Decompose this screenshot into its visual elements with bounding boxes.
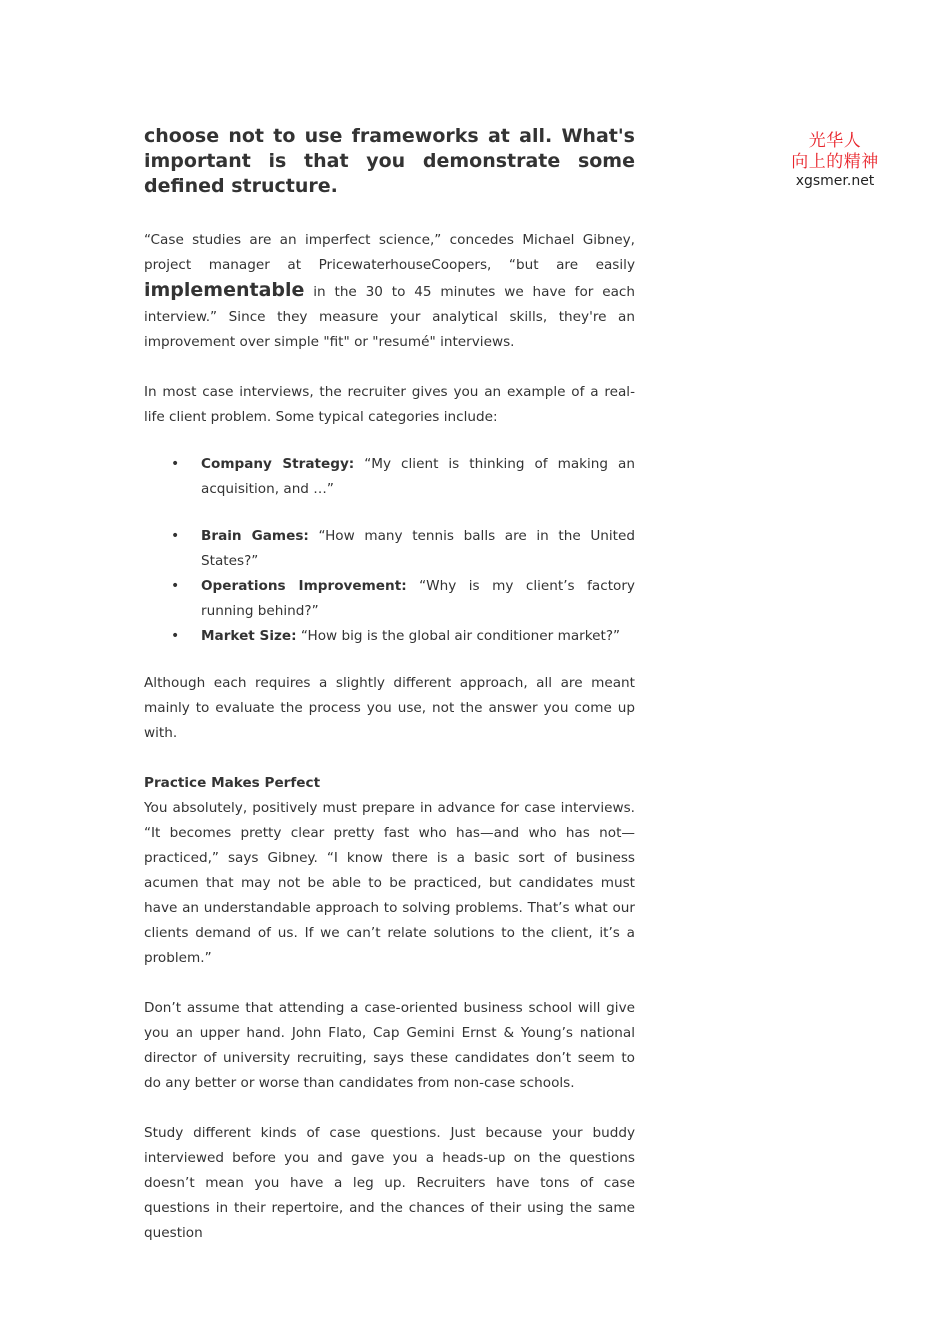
paragraph-business-school: Don’t assume that attending a case-oriented business school will give you an upper hand. John Flato, Cap Gemini Ernst & Young’s national director of university recruiting, says these candidates don’t seem to do any better or worse than candidates from non-case schools. (144, 1000, 635, 1091)
list-item-company-strategy (144, 452, 635, 502)
paragraph-case-studies (144, 228, 635, 355)
category-list (144, 452, 635, 649)
list-item-text: “Why is my client’s factory running behind?” (201, 578, 635, 619)
list-item-text: “My client is thinking of making an acquisition, and …” (201, 456, 635, 497)
list-item-label: Market Size: (201, 628, 297, 644)
list-item-text: “How many tennis balls are in the United States?” (201, 528, 635, 569)
paragraph-case-interviews: In most case interviews, the recruiter gives you an example of a real-life client problem. Some typical categories include: (144, 384, 635, 425)
bullet-icon: • (171, 528, 180, 544)
paragraph-practice: You absolutely, positively must prepare in advance for case interviews. “It becomes pretty clear pretty fast who has—and who has not—practiced,” says Gibney. “I know there is a basic sort of business acumen that may not be able to be practiced, but candidates must have an understandable approach to solving problems. That’s what our clients demand of us. If we can’t relate solutions to the client, it’s a problem.” (144, 800, 635, 966)
paragraph-approach: Although each requires a slightly different approach, all are meant mainly to evaluate the process you use, not the answer you come up with. (144, 675, 635, 741)
watermark-line-1: 光华人 (808, 131, 862, 151)
watermark-logo (780, 131, 890, 190)
emphasized-word: implementable (144, 279, 305, 301)
paragraph-case-questions: Study different kinds of case questions. Just because your buddy interviewed before you and gave you a heads-up on the questions doesn’t mean you have a leg up. Recruiters have tons of case questions in their repertoire, and the chances of their using the same question (144, 1125, 635, 1241)
document-body (144, 124, 635, 1246)
paragraph-case-studies-start: “Case studies are an imperfect science,” concedes Michael Gibney, project manager at PricewaterhouseCoopers, “but are easily (144, 232, 635, 273)
list-item-market-size (144, 624, 635, 649)
list-item-label: Operations Improvement: (201, 578, 407, 594)
lead-heading: choose not to use frameworks at all. What's important is that you demonstrate some defined structure. (144, 125, 635, 197)
bullet-icon: • (171, 628, 180, 644)
list-item-operations-improvement (144, 574, 635, 624)
list-item-brain-games (144, 524, 635, 574)
bullet-icon: • (171, 456, 180, 472)
paragraph-case-studies-end: in the 30 to 45 minutes we have for each interview.” Since they measure your analytical skills, they're an improvement over simple "fit" or "resumé" interviews. (144, 284, 635, 350)
list-item-label: Company Strategy: (201, 456, 355, 472)
watermark-line-2: 向上的精神 (791, 152, 879, 172)
bullet-icon: • (171, 578, 180, 594)
watermark-site: xgsmer.net (795, 173, 875, 189)
list-item-text: “How big is the global air conditioner market?” (296, 628, 621, 644)
list-item-label: Brain Games: (201, 528, 309, 544)
section-title: Practice Makes Perfect (144, 775, 321, 791)
